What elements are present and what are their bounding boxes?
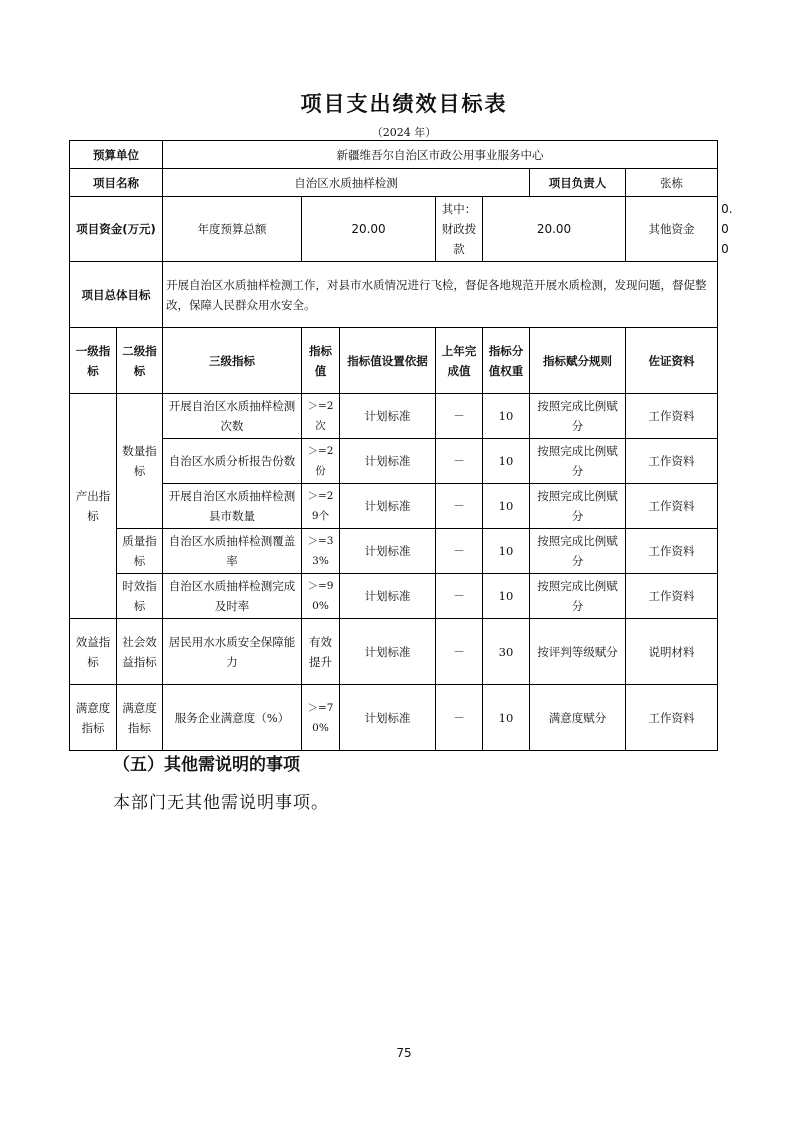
value-cell: ＞=70%	[302, 685, 340, 751]
weight-cell: 10	[483, 529, 530, 574]
project-name-row	[70, 169, 718, 197]
section-heading: （五）其他需说明的事项	[113, 755, 300, 775]
rule-cell: 按照完成比例赋分	[530, 394, 626, 439]
indicator-cell: 自治区水质分析报告份数	[163, 439, 302, 484]
evidence-cell: 工作资料	[626, 574, 718, 619]
table-row	[70, 439, 718, 484]
project-name-label: 项目名称	[70, 169, 163, 197]
col-weight: 指标分值权重	[483, 328, 530, 394]
page-title: 项目支出绩效目标表	[300, 91, 508, 116]
weight-cell: 30	[483, 619, 530, 685]
col-basis: 指标值设置依据	[340, 328, 436, 394]
col-last-year: 上年完成值	[436, 328, 483, 394]
annual-budget-label: 年度预算总额	[163, 197, 302, 262]
table-row	[70, 574, 718, 619]
weight-cell: 10	[483, 394, 530, 439]
col-rule: 指标赋分规则	[530, 328, 626, 394]
overall-goal-label: 项目总体目标	[70, 262, 163, 328]
rule-cell: 按照完成比例赋分	[530, 484, 626, 529]
project-lead-value: 张栋	[626, 169, 718, 197]
evidence-cell: 工作资料	[626, 394, 718, 439]
group-social: 社会效益指标	[117, 619, 163, 685]
group-timeliness: 时效指标	[117, 574, 163, 619]
group-output: 产出指标	[70, 394, 117, 619]
fiscal-value: 20.00	[483, 197, 626, 262]
col-level1: 一级指标	[70, 328, 117, 394]
basis-cell: 计划标准	[340, 685, 436, 751]
group-benefit: 效益指标	[70, 619, 117, 685]
overall-goal-value: 开展自治区水质抽样检测工作，对县市水质情况进行飞检，督促各地规范开展水质检测，发现问题，督促整改，保障人民群众用水安全。	[163, 262, 718, 328]
weight-cell: 10	[483, 574, 530, 619]
rule-cell: 按评判等级赋分	[530, 619, 626, 685]
value-cell: ＞=2次	[302, 394, 340, 439]
group-satisfaction-sub: 满意度指标	[117, 685, 163, 751]
last-year-cell: －	[436, 439, 483, 484]
funds-row: 项目资金(万元) 年度预算总额 20.00 其中：财政拨款 20.00 其他资金 0.00	[70, 197, 718, 262]
table-row	[70, 529, 718, 574]
evidence-cell: 工作资料	[626, 529, 718, 574]
value-cell: 有效提升	[302, 619, 340, 685]
budget-unit-label: 预算单位	[70, 141, 163, 169]
project-name-value: 自治区水质抽样检测	[163, 169, 530, 197]
funds-label: 项目资金(万元)	[70, 197, 163, 262]
overall-goal-row	[70, 262, 718, 328]
value-cell: ＞=33%	[302, 529, 340, 574]
table-row	[70, 484, 718, 529]
last-year-cell: －	[436, 484, 483, 529]
indicator-cell: 自治区水质抽样检测完成及时率	[163, 574, 302, 619]
table-row	[70, 685, 718, 751]
last-year-cell: －	[436, 619, 483, 685]
rule-cell: 满意度赋分	[530, 685, 626, 751]
col-value: 指标值	[302, 328, 340, 394]
project-lead-label: 项目负责人	[530, 169, 626, 197]
evidence-cell: 工作资料	[626, 484, 718, 529]
performance-table	[69, 140, 733, 751]
basis-cell: 计划标准	[340, 394, 436, 439]
budget-unit-value: 新疆维吾尔自治区市政公用事业服务中心	[163, 141, 718, 169]
column-header-row	[70, 328, 718, 394]
page-number: 75	[396, 1046, 412, 1060]
weight-cell: 10	[483, 484, 530, 529]
group-satisfaction: 满意度指标	[70, 685, 117, 751]
table-row	[70, 619, 718, 685]
last-year-cell: －	[436, 685, 483, 751]
col-level3: 三级指标	[163, 328, 302, 394]
last-year-cell: －	[436, 574, 483, 619]
value-cell: ＞=29个	[302, 484, 340, 529]
evidence-cell: 工作资料	[626, 439, 718, 484]
annual-budget-value: 20.00	[302, 197, 436, 262]
group-quality: 质量指标	[117, 529, 163, 574]
rule-cell: 按照完成比例赋分	[530, 529, 626, 574]
basis-cell: 计划标准	[340, 529, 436, 574]
basis-cell: 计划标准	[340, 574, 436, 619]
fiscal-label: 其中：财政拨款	[436, 197, 483, 262]
indicator-cell: 开展自治区水质抽样检测次数	[163, 394, 302, 439]
col-level2: 二级指标	[117, 328, 163, 394]
last-year-cell: －	[436, 394, 483, 439]
indicator-cell: 服务企业满意度（%）	[163, 685, 302, 751]
section-text: 本部门无其他需说明事项。	[113, 793, 329, 813]
evidence-cell: 说明材料	[626, 619, 718, 685]
value-cell: ＞=90%	[302, 574, 340, 619]
weight-cell: 10	[483, 685, 530, 751]
col-evidence: 佐证资料	[626, 328, 718, 394]
weight-cell: 10	[483, 439, 530, 484]
other-funds-label: 其他资金	[626, 197, 718, 262]
indicator-cell: 自治区水质抽样检测覆盖率	[163, 529, 302, 574]
rule-cell: 按照完成比例赋分	[530, 439, 626, 484]
indicator-cell: 居民用水水质安全保障能力	[163, 619, 302, 685]
basis-cell: 计划标准	[340, 484, 436, 529]
value-cell: ＞=2份	[302, 439, 340, 484]
evidence-cell: 工作资料	[626, 685, 718, 751]
last-year-cell: －	[436, 529, 483, 574]
basis-cell: 计划标准	[340, 439, 436, 484]
group-quantity: 数量指标	[117, 394, 163, 529]
table-row	[70, 394, 718, 439]
rule-cell: 按照完成比例赋分	[530, 574, 626, 619]
budget-unit-row	[70, 141, 718, 169]
year-label: （2024 年）	[371, 126, 437, 139]
basis-cell: 计划标准	[340, 619, 436, 685]
indicator-cell: 开展自治区水质抽样检测县市数量	[163, 484, 302, 529]
